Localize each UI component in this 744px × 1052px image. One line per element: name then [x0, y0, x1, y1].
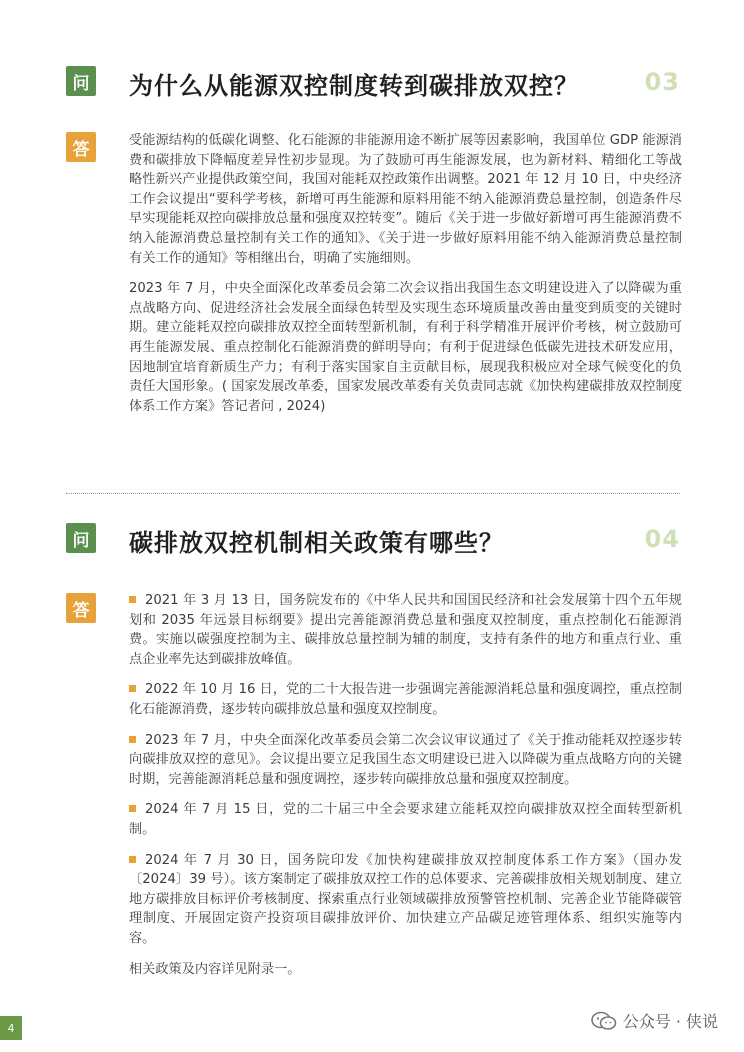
policy-item: 2024 年 7 月 30 日，国务院印发《加快构建碳排放双控制度体系工作方案》（国办发〔2024〕39 号）。该方案制定了碳排放双控工作的总体要求、完善碳排放相关规划制度、建立地方碳排放目标评价考核制度、探索重点行业领域碳排放预警管控机制、完善企业节能降碳管理制度、开展固定资产投资项目碳排放评价、加快建立产品碳足迹管理体系、组织实施等内容。 [129, 852, 682, 946]
bullet-square-icon [129, 596, 136, 603]
answer-body [129, 591, 682, 990]
question-badge: 问 [66, 66, 96, 96]
bullet-square-icon [129, 685, 136, 692]
question-number: 04 [644, 525, 680, 553]
question-number: 03 [644, 68, 680, 96]
question-badge: 问 [66, 523, 96, 553]
closing-note: 相关政策及内容详见附录一。 [129, 961, 301, 977]
bullet-square-icon [129, 856, 136, 863]
answer-badge: 答 [66, 132, 96, 162]
policy-item: 2024 年 7 月 15 日，党的二十届三中全会要求建立能耗双控向碳排放双控全面转型新机制。 [129, 802, 682, 837]
bullet-square-icon [129, 736, 136, 743]
page-number: 4 [0, 1016, 22, 1040]
policy-item: 2022 年 10 月 16 日，党的二十大报告进一步强调完善能源消耗总量和强度调控，重点控制化石能源消费，逐步转向碳排放总量和强度双控制度。 [129, 682, 682, 717]
watermark [591, 1009, 718, 1032]
answer-badge: 答 [66, 593, 96, 623]
policy-item: 2021 年 3 月 13 日，国务院发布的《中华人民共和国国民经济和社会发展第十四个五年规划和 2035 年远景目标纲要》提出完善能源消费总量和强度双控制度，重点控制化石能源消费。实施以碳强度控制为主、碳排放总量控制为辅的制度，支持有条件的地方和重点行业、重点企业率先达到碳排放峰值。 [129, 593, 682, 667]
section-divider [66, 493, 680, 494]
answer-body [129, 131, 682, 427]
bullet-square-icon [129, 805, 136, 812]
wechat-icon [591, 1011, 617, 1031]
policy-item: 2023 年 7 月，中央全面深化改革委员会第二次会议审议通过了《关于推动能耗双控逐步转向碳排放双控的意见》。会议提出要立足我国生态文明建设已进入以降碳为重点战略方向的关键时期，完善能源消耗总量和强度调控，逐步转向碳排放总量和强度双控制度。 [129, 732, 682, 787]
question-title: 碳排放双控机制相关政策有哪些？ [129, 529, 504, 557]
answer-paragraph: 受能源结构的低碳化调整、化石能源的非能源用途不断扩展等因素影响，我国单位 GDP 能源消费和碳排放下降幅度差异性初步显现。为了鼓励可再生能源发展，也为新材料、精细化工等战略性新兴产业提供政策空间，我国对能耗双控政策作出调整。2021 年 12 月 10 日，中央经济工作会议提出“要科学考核，新增可再生能源和原料用能不纳入能源消费总量控制，创造条件尽早实现能耗双控向碳排放总量和强度双控转变”。随后《关于进一步做好新增可再生能源消费不纳入能源消费总量控制有关工作的通知》、《关于进一步做好原料用能不纳入能源消费总量控制有关工作的通知》等相继出台，明确了实施细则。 [129, 133, 682, 266]
answer-paragraph: 2023 年 7 月，中央全面深化改革委员会第二次会议指出我国生态文明建设进入了以降碳为重点战略方向、促进经济社会发展全面绿色转型及实现生态环境质量改善由量变到质变的关键时期。建立能耗双控向碳排放双控全面转型新机制，有利于科学精准开展评价考核，树立鼓励可再生能源发展、重点控制化石能源消费的鲜明导向；有利于促进绿色低碳先进技术研发应用，因地制宜培育新质生产力；有利于落实国家自主贡献目标，展现我积极应对全球气候变化的负责任大国形象。( 国家发展改革委，国家发展改革委有关负责同志就《加快构建碳排放双控制度体系工作方案》答记者问 , 2024) [129, 281, 682, 414]
question-title: 为什么从能源双控制度转到碳排放双控？ [129, 72, 579, 100]
watermark-text: 公众号 · 侠说 [622, 1012, 718, 1031]
